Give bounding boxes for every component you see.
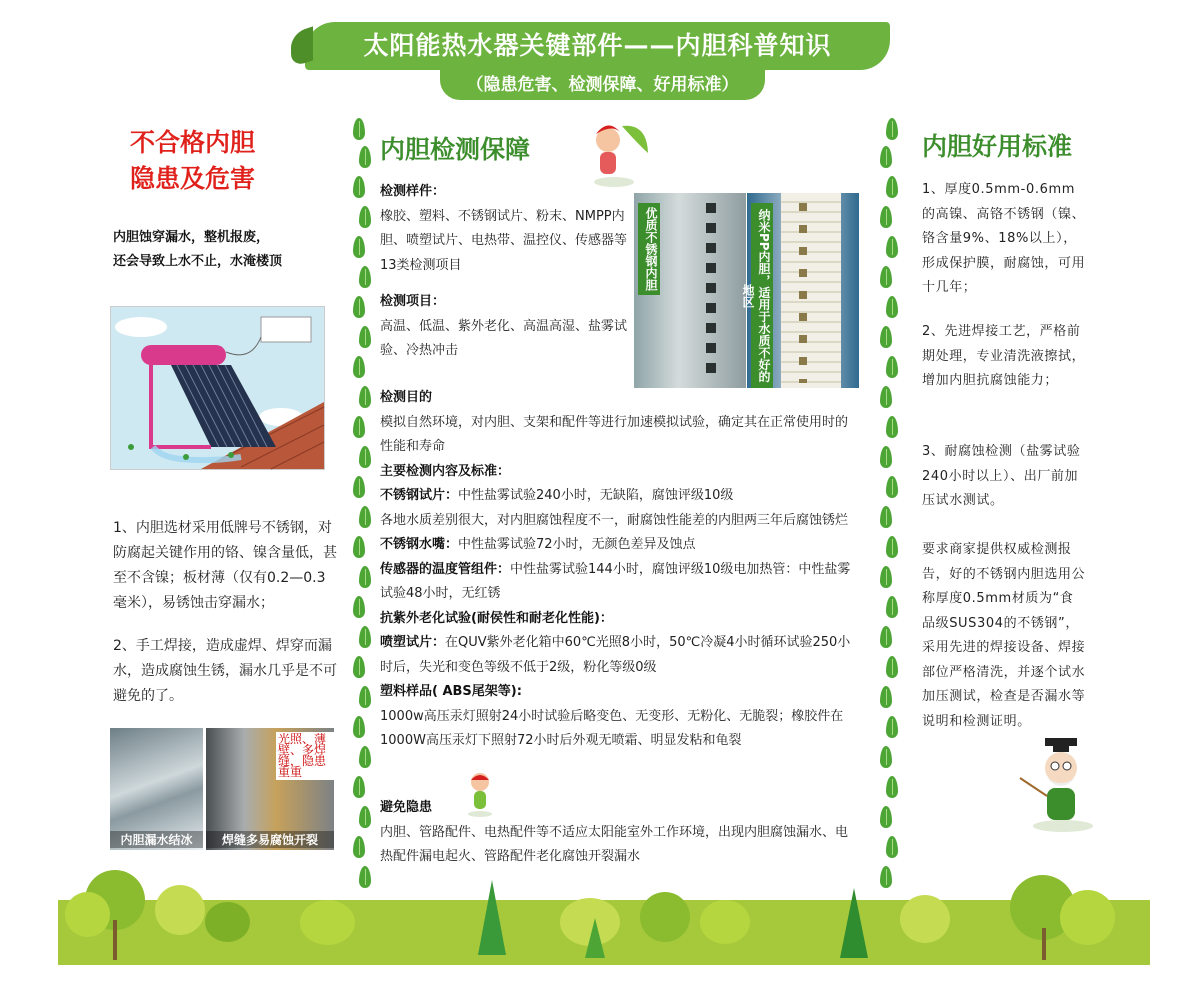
test-item-text: 高温、低温、紫外老化、高温高湿、盐雾试验、冷热冲击	[380, 318, 628, 358]
spray-label: 喷塑试片：	[380, 635, 446, 650]
solar-heater-illustration	[110, 306, 325, 470]
sensor-text: 中性盐雾试验144小时，腐蚀评级10级电加热管：中性盐雾试验48小时，无红锈	[380, 561, 851, 601]
middle-section-title: 内胆检测保障	[380, 135, 531, 164]
left-intro-line1: 内胆蚀穿漏水，整机报废，	[113, 230, 270, 245]
test-item-block	[380, 290, 628, 364]
right-paragraph-4: 要求商家提供权威检测报告，好的不锈钢内胆选用公称厚度0.5mm材质为“食品级SUS304的不锈钢”，采用先进的焊接设备、焊接部位严格清洗，并逐个试水加压测试，检查是否漏水等说明和检测证明。	[922, 542, 1086, 729]
spray-row	[380, 631, 860, 680]
plastic-text: 1000w高压汞灯照射24小时试验后略变色、无变形、无粉化、无脆裂；橡胶件在1000W高压汞灯下照射72小时后外观无喷霜、明显发粘和龟裂	[380, 708, 844, 748]
pp-tank-photo	[741, 193, 859, 388]
left-paragraph-1: 1、内胆选材采用低牌号不锈钢，对防腐起关键作用的铬、镍含量低，甚至不含镍；板材薄（仅有0.2—0.3毫米），易锈蚀击穿漏水；	[113, 520, 337, 611]
page-title: 太阳能热水器关键部件——内胆科普知识	[305, 22, 890, 70]
plastic-label: 塑料样品( ABS尾架等):	[380, 684, 522, 699]
left-paragraph-2: 2、手工焊接，造成虚焊、焊穿而漏水，造成腐蚀生锈，漏水几乎是不可避免的了。	[113, 638, 337, 704]
tree-decoration	[0, 840, 1200, 970]
main-content-label: 主要检测内容及标准：	[380, 463, 511, 479]
page-subtitle: （隐患危害、检测保障、好用标准）	[440, 70, 765, 100]
stainless-tank-label: 优质不锈钢内胆	[638, 203, 660, 295]
sample-block	[380, 180, 628, 278]
pp-tank-label: 纳米PP内胆，适用于水质不好的地区	[751, 203, 773, 388]
right-paragraph-1: 1、厚度0.5mm-0.6mm的高镍、高铬不锈钢（镍、铬含量9%、18%以上），形成保护膜，耐腐蚀，可用十几年；	[922, 182, 1086, 295]
sample-label: 检测样件：	[380, 184, 446, 199]
avoid-label: 避免隐患	[380, 800, 433, 815]
weld-callout: 光照、薄壁、多焊缝，隐患重重	[276, 732, 334, 780]
left-title-line1: 不合格内胆	[129, 128, 255, 157]
detail-block	[380, 386, 860, 754]
leaf-column-left	[353, 118, 373, 908]
photo-caption-leak: 内胆漏水结冰	[110, 831, 203, 848]
sensor-row	[380, 558, 860, 607]
right-section-title: 内胆好用标准	[922, 132, 1073, 161]
uv-test-label: 抗紫外老化试验(耐侯性和耐老化性能)：	[380, 610, 613, 626]
stainless-tank-photo	[634, 193, 746, 388]
stainless-sheet-row	[380, 484, 860, 509]
test-item-label: 检测项目：	[380, 294, 446, 309]
left-intro-line2: 还会导致上水不止，水淹楼顶	[113, 254, 283, 269]
purpose-label: 检测目的	[380, 390, 433, 405]
nozzle-label: 不锈钢水嘴：	[380, 537, 459, 552]
photo-caption-weld: 焊缝多易腐蚀开裂	[206, 831, 334, 848]
stainless-sheet-text: 中性盐雾试验240小时，无缺陷，腐蚀评级10级	[458, 488, 734, 503]
right-paragraph-2: 2、先进焊接工艺，严格前期处理，专业清洗液擦拭，增加内胆抗腐蚀能力；	[922, 324, 1086, 388]
left-title-line2: 隐患及危害	[129, 164, 255, 193]
nozzle-row	[380, 533, 860, 558]
nozzle-text: 中性盐雾试验72小时，无颜色差异及蚀点	[458, 537, 696, 552]
leaf-column-right	[880, 118, 900, 908]
spray-text: 在QUV紫外老化箱中60℃光照8小时，50℃冷凝4小时循环试验250小时后，失光和变色等级不低于2级，粉化等级0级	[380, 635, 851, 675]
weld-seam-photo	[206, 728, 334, 850]
stainless-sheet-label: 不锈钢试片：	[380, 488, 459, 503]
stainless-sheet-note: 各地水质差别很大，对内胆腐蚀程度不一，耐腐蚀性能差的内胆两三年后腐蚀锈烂	[380, 512, 849, 528]
left-intro	[113, 226, 328, 274]
painter-mascot-icon	[582, 118, 652, 188]
sensor-label: 传感器的温度管组件：	[380, 561, 511, 577]
right-paragraph-3: 3、耐腐蚀检测（盐雾试验240小时以上）、出厂前加压试水测试。	[922, 444, 1081, 508]
purpose-text: 模拟自然环境，对内胆、支架和配件等进行加速模拟试验，确定其在正常使用时的性能和寿命	[380, 414, 849, 454]
leaking-tank-photo	[110, 728, 203, 850]
sample-text: 橡胶、塑料、不锈钢试片、粉末、NMPP内胆、喷塑试片、电热带、温控仪、传感器等13类检测项目	[380, 208, 628, 273]
doctor-mascot-icon	[1015, 738, 1105, 833]
avoid-text: 内胆、管路配件、电热配件等不适应太阳能室外工作环境，出现内胆腐蚀漏水、电热配件漏电起火、管路配件老化腐蚀开裂漏水	[380, 824, 849, 864]
left-section-title	[100, 125, 285, 197]
